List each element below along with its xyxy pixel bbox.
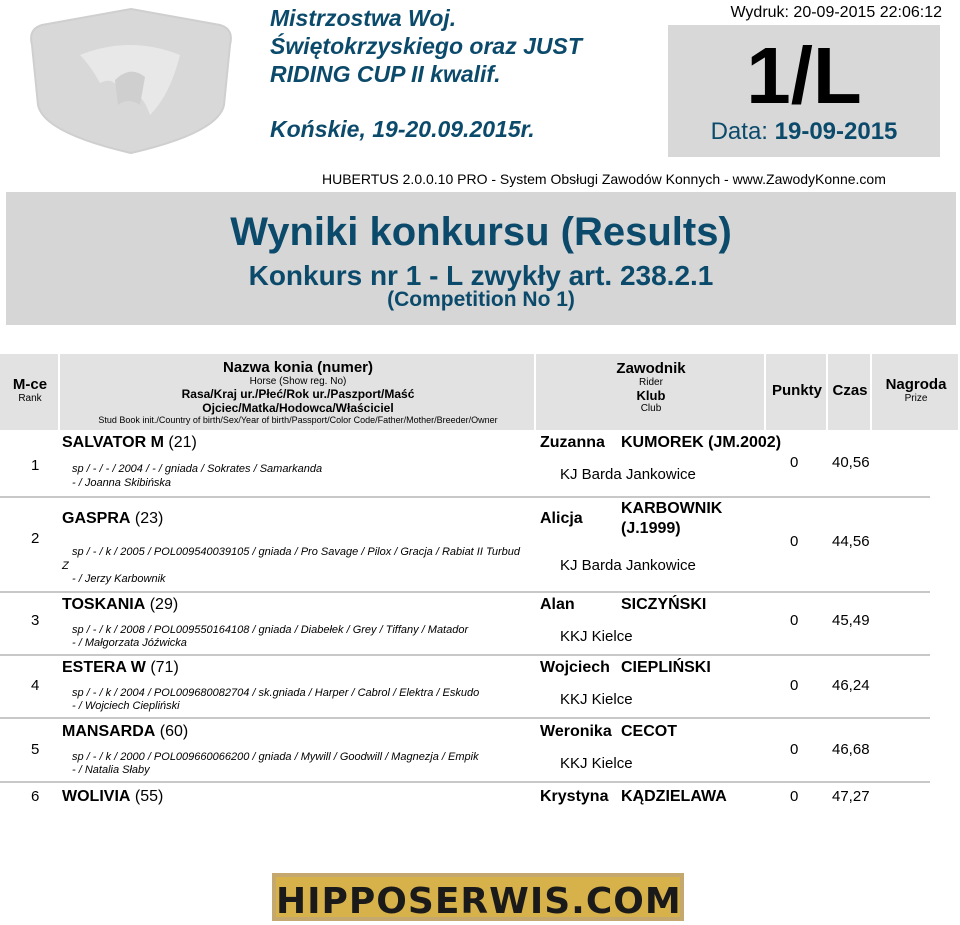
horse-name [62,510,163,528]
rider-last-name: KUMOREK (JM.2002) [621,434,782,451]
time: 40,56 [832,454,870,471]
time: 46,68 [832,741,870,758]
header-horse-details-en: Stud Book init./Country of birth/Sex/Year of birth/Passport/Color Code/Father/Mother/Breeder/Owner [98,415,498,425]
time: 44,56 [832,533,870,550]
date-label: Data: [710,118,768,145]
horse-number: (71) [150,659,179,676]
horse-number: (29) [149,596,179,613]
header-horse: Nazwa konia (numer) [222,359,374,376]
horse-name-text: GASPRA [62,510,131,527]
horse-details-cont: Z [62,560,69,572]
row-divider [0,781,930,783]
rider-first-name: Alan [540,596,575,613]
horse-name [62,596,178,614]
rider-last-name: CIEPLIŃSKI [621,659,711,676]
horse-details: sp / - / k / 2004 / POL009680082704 / sk.gniada / Harper / Cabrol / Elektra / Eskudo [72,687,480,699]
row-divider [0,717,930,719]
competition-name: Konkurs nr 1 - L zwykły art. 238.2.1 [248,260,714,291]
points: 0 [790,741,799,758]
points: 0 [790,677,799,694]
horse-owner: - / Natalia Słaby [72,764,150,776]
horse-owner: - / Joanna Skibińska [72,477,172,489]
date-value: 19-09-2015 [774,118,898,145]
club: KKJ Kielce [560,628,633,645]
rider-last-name: SICZYŃSKI [621,596,707,613]
points: 0 [790,612,799,629]
horse-details: sp / - / k / 2005 / POL009540039105 / gniada / Pro Savage / Pilox / Gracja / Rabiat II Turbud [72,546,521,558]
header-prize-cell [872,354,960,430]
header-rider: Zawodnik [616,360,686,377]
horse-name [62,434,197,452]
header-prize-sub: Prize [904,393,928,404]
time: 45,49 [832,612,870,629]
header-rider-sub: Rider [639,377,663,388]
competition-number: (Competition No 1) [387,288,575,311]
horse-name [62,723,188,741]
header-club: Klub [636,388,666,403]
rider-first-name: Krystyna [540,788,609,805]
rider-first-name: Zuzanna [540,434,605,451]
header-time-cell [828,354,872,430]
sponsor-banner-inner [276,877,682,922]
horse-owner: - / Wojciech Ciepliński [72,700,180,712]
rider-last-name: KARBOWNIK [621,500,723,517]
header-prize: Nagroda [885,376,947,393]
row-divider [0,654,930,656]
header-rank-cell [0,354,60,430]
header-horse-cell [60,354,536,430]
event-place: Końskie, 19-20.09.2015r. [270,116,535,142]
sponsor-banner [272,873,684,921]
header-rank: M-ce [12,376,48,393]
horse-owner: - / Małgorzata Jóźwicka [72,637,187,649]
header-horse-parents: Ojciec/Matka/Hodowca/Właściciel [202,401,394,415]
rank: 6 [31,788,40,805]
federation-logo [20,5,242,155]
rider-first-name: Wojciech [540,659,610,676]
rank: 5 [31,741,40,758]
print-date: Wydruk: 20-09-2015 22:06:12 [730,4,942,21]
horse-details: sp / - / - / 2004 / - / gniada / Sokrates / Samarkanda [72,463,323,475]
horse-name-text: ESTERA W [62,659,146,676]
header-horse-details: Rasa/Kraj ur./Płeć/Rok ur./Paszport/Maść [181,387,415,401]
rider-last-name: CECOT [621,723,677,740]
horse-name-text: SALVATOR M [62,434,164,451]
rider-last-name: KĄDZIELAWA [621,788,727,805]
rider-first-name: Weronika [540,723,612,740]
row-divider [0,496,930,498]
club: KJ Barda Jankowice [560,466,696,483]
rank: 4 [31,677,40,694]
time: 47,27 [832,788,870,805]
horse-number: (21) [168,434,197,451]
row-divider [0,591,930,593]
header-rank-sub: Rank [18,393,42,404]
sponsor-text: HIPPOSERWIS.COM [276,881,682,922]
time: 46,24 [832,677,870,694]
results-title: Wyniki konkursu (Results) [230,210,732,254]
horse-owner: - / Jerzy Karbownik [72,573,166,585]
competition-date [668,118,940,146]
rank: 3 [31,612,40,629]
points: 0 [790,788,799,805]
club: KJ Barda Jankowice [560,557,696,574]
event-title: Mistrzostwa Woj. Świętokrzyskiego oraz JUST RIDING CUP II kwalif. [270,5,582,87]
points: 0 [790,533,799,550]
horse-details: sp / - / k / 2000 / POL009660066200 / gniada / Mywill / Goodwill / Magnezja / Empik [72,751,479,763]
header-rider-cell [536,354,766,430]
horse-name-text: WOLIVIA [62,788,131,805]
club: KKJ Kielce [560,755,633,772]
rank: 1 [31,457,40,474]
horse-name-text: TOSKANIA [62,596,146,613]
horse-name [62,659,179,677]
rider-first-name: Alicja [540,510,583,527]
horse-number: (55) [134,788,164,805]
header-club-sub: Club [640,403,662,414]
header-points: Punkty [771,382,822,399]
header-points-cell [766,354,828,430]
points: 0 [790,454,799,471]
horse-details: sp / - / k / 2008 / POL009550164108 / gniada / Diabełek / Grey / Tiffany / Matador [72,624,469,636]
header-horse-sub: Horse (Show reg. No) [249,376,347,387]
rider-junior-tag: (J.1999) [621,520,681,537]
horse-name [62,788,163,806]
software-credit: HUBERTUS 2.0.0.10 PRO - System Obsługi Zawodów Konnych - www.ZawodyKonne.com [322,171,886,187]
horse-number: (60) [159,723,189,740]
rank: 2 [31,530,40,547]
club: KKJ Kielce [560,691,633,708]
header-time: Czas [832,382,868,399]
competition-code: 1/L [746,31,862,120]
horse-name-text: MANSARDA [62,723,156,740]
horse-number: (23) [134,510,164,527]
